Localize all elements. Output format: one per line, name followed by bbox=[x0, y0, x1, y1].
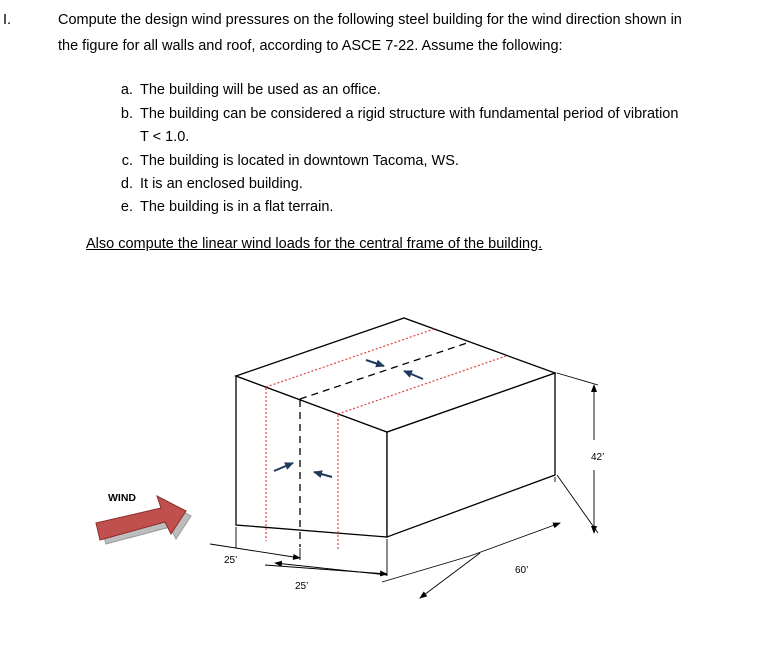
assumption-a: The building will be used as an office. bbox=[140, 82, 381, 98]
assumption-label-a: a. bbox=[120, 82, 133, 98]
assumption-c: The building is located in downtown Tacoma, WS. bbox=[140, 153, 459, 169]
assumption-label-d: d. bbox=[120, 176, 133, 192]
assumption-b: The building can be considered a rigid structure with fundamental period of vibration bbox=[140, 106, 679, 122]
building-box bbox=[236, 318, 555, 537]
dim-width-right: 25’ bbox=[295, 581, 309, 592]
assumption-label-b: b. bbox=[120, 106, 133, 122]
wind-label: WIND bbox=[108, 492, 136, 504]
dim-width-left: 25’ bbox=[224, 555, 238, 566]
problem-statement-line2: the figure for all walls and roof, according to ASCE 7-22. Assume the following: bbox=[58, 38, 563, 54]
dim-height: 42’ bbox=[591, 452, 605, 463]
assumption-label-e: e. bbox=[120, 199, 133, 215]
also-compute-note: Also compute the linear wind loads for the central frame of the building. bbox=[86, 236, 543, 252]
assumption-e: The building is in a flat terrain. bbox=[140, 199, 334, 215]
assumption-d: It is an enclosed building. bbox=[140, 176, 303, 192]
problem-number: I. bbox=[3, 12, 12, 28]
problem-statement-line1: Compute the design wind pressures on the following steel building for the wind direction shown in bbox=[58, 12, 682, 28]
assumption-b-continued: T < 1.0. bbox=[140, 129, 190, 145]
assumption-label-c: c. bbox=[121, 153, 133, 169]
dim-length: 60’ bbox=[515, 565, 529, 576]
